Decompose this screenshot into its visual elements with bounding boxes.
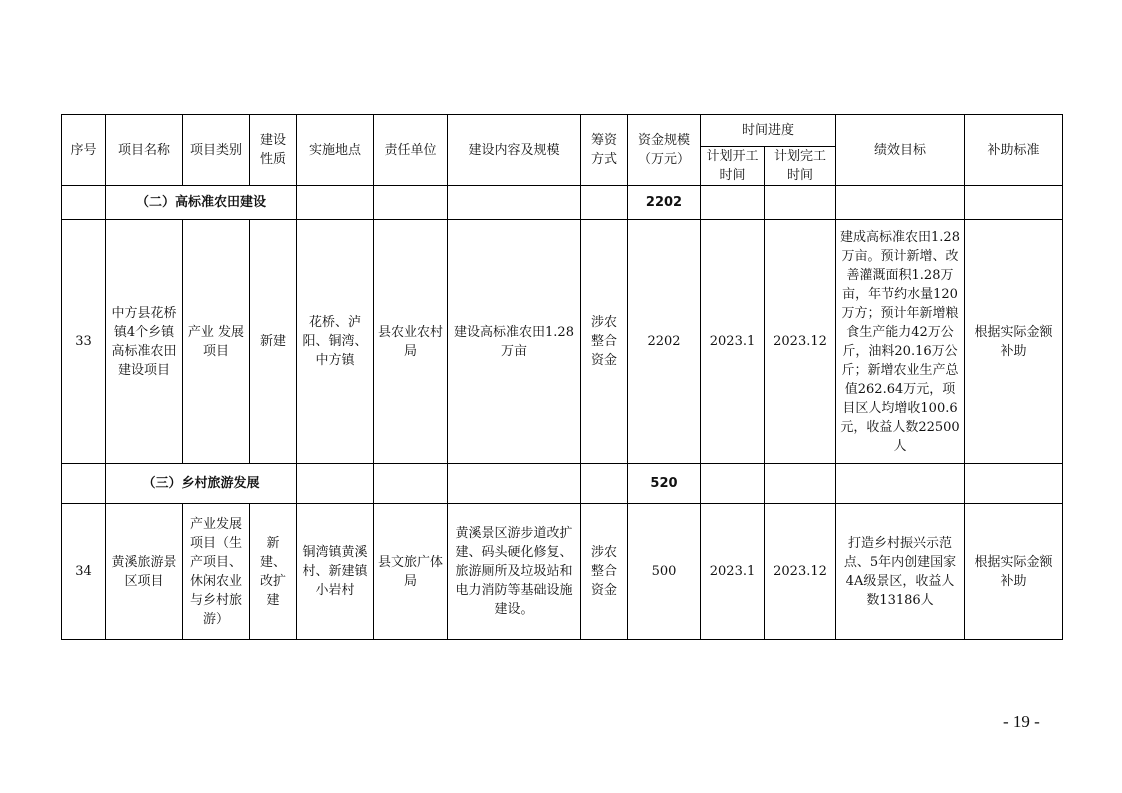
- empty-cell: [701, 464, 765, 504]
- header-location: 实施地点: [297, 115, 374, 186]
- header-funding-scale: 资金规模（万元）: [628, 115, 701, 186]
- empty-cell: [448, 464, 581, 504]
- header-schedule: 时间进度: [701, 115, 836, 147]
- row-content: 建设高标准农田1.28万亩: [448, 220, 581, 464]
- empty-cell: [297, 464, 374, 504]
- empty-cell: [836, 186, 965, 220]
- row-funding-method: 涉农整合资金: [581, 220, 628, 464]
- row-nature: 新建: [250, 220, 297, 464]
- row-funding-method: 涉农整合资金: [581, 504, 628, 640]
- section-amount: 2202: [628, 186, 701, 220]
- row-location: 铜湾镇黄溪村、新建镇小岩村: [297, 504, 374, 640]
- empty-cell: [581, 186, 628, 220]
- row-category: 产业 发展项目: [183, 220, 250, 464]
- project-table: [61, 114, 1063, 640]
- table-row: [62, 504, 1063, 640]
- header-start: 计划开工时间: [701, 147, 765, 186]
- header-end: 计划完工时间: [765, 147, 836, 186]
- row-name: 黄溪旅游景区项目: [106, 504, 183, 640]
- header-category: 项目类别: [183, 115, 250, 186]
- section-row: [62, 186, 1063, 220]
- row-end: 2023.12: [765, 220, 836, 464]
- empty-cell: [765, 186, 836, 220]
- empty-cell: [701, 186, 765, 220]
- empty-cell: [836, 464, 965, 504]
- section-title: （三）乡村旅游发展: [106, 464, 297, 504]
- row-start: 2023.1: [701, 220, 765, 464]
- empty-cell: [374, 464, 448, 504]
- section-amount: 520: [628, 464, 701, 504]
- section-seq-cell: [62, 186, 106, 220]
- row-performance: 建成高标准农田1.28万亩。预计新增、改善灌溉面积1.28万亩，年节约水量120万方；预计年新增粮食生产能力42万公斤，油料20.16万公斤；新增农业生产总值262.64万元，项目区人均增收100.6元，收益人数22500人: [836, 220, 965, 464]
- section-title: （二）高标准农田建设: [106, 186, 297, 220]
- row-content: 黄溪景区游步道改扩建、码头硬化修复、旅游厕所及垃圾站和电力消防等基础设施建设。: [448, 504, 581, 640]
- row-end: 2023.12: [765, 504, 836, 640]
- section-seq-cell: [62, 464, 106, 504]
- empty-cell: [965, 186, 1063, 220]
- row-nature: 新建、改扩建: [250, 504, 297, 640]
- row-performance: 打造乡村振兴示范点、5年内创建国家4A级景区，收益人数13186人: [836, 504, 965, 640]
- row-subsidy: 根据实际金额补助: [965, 220, 1063, 464]
- table-row: [62, 220, 1063, 464]
- row-start: 2023.1: [701, 504, 765, 640]
- row-category: 产业发展项目（生产项目、休闲农业与乡村旅游）: [183, 504, 250, 640]
- row-funding-scale: 2202: [628, 220, 701, 464]
- header-name: 项目名称: [106, 115, 183, 186]
- header-nature: 建设性质: [250, 115, 297, 186]
- row-funding-scale: 500: [628, 504, 701, 640]
- header-subsidy: 补助标准: [965, 115, 1063, 186]
- empty-cell: [374, 186, 448, 220]
- row-seq: 34: [62, 504, 106, 640]
- row-unit: 县文旅广体局: [374, 504, 448, 640]
- empty-cell: [765, 464, 836, 504]
- header-seq: 序号: [62, 115, 106, 186]
- empty-cell: [297, 186, 374, 220]
- header-content: 建设内容及规模: [448, 115, 581, 186]
- header-unit: 责任单位: [374, 115, 448, 186]
- section-row: [62, 464, 1063, 504]
- row-subsidy: 根据实际金额补助: [965, 504, 1063, 640]
- header-row: [62, 115, 1063, 147]
- empty-cell: [965, 464, 1063, 504]
- empty-cell: [581, 464, 628, 504]
- row-location: 花桥、泸阳、铜湾、中方镇: [297, 220, 374, 464]
- row-seq: 33: [62, 220, 106, 464]
- header-performance: 绩效目标: [836, 115, 965, 186]
- empty-cell: [448, 186, 581, 220]
- row-name: 中方县花桥镇4个乡镇高标准农田建设项目: [106, 220, 183, 464]
- page-number: - 19 -: [1003, 712, 1040, 731]
- row-unit: 县农业农村局: [374, 220, 448, 464]
- header-funding-method: 筹资方式: [581, 115, 628, 186]
